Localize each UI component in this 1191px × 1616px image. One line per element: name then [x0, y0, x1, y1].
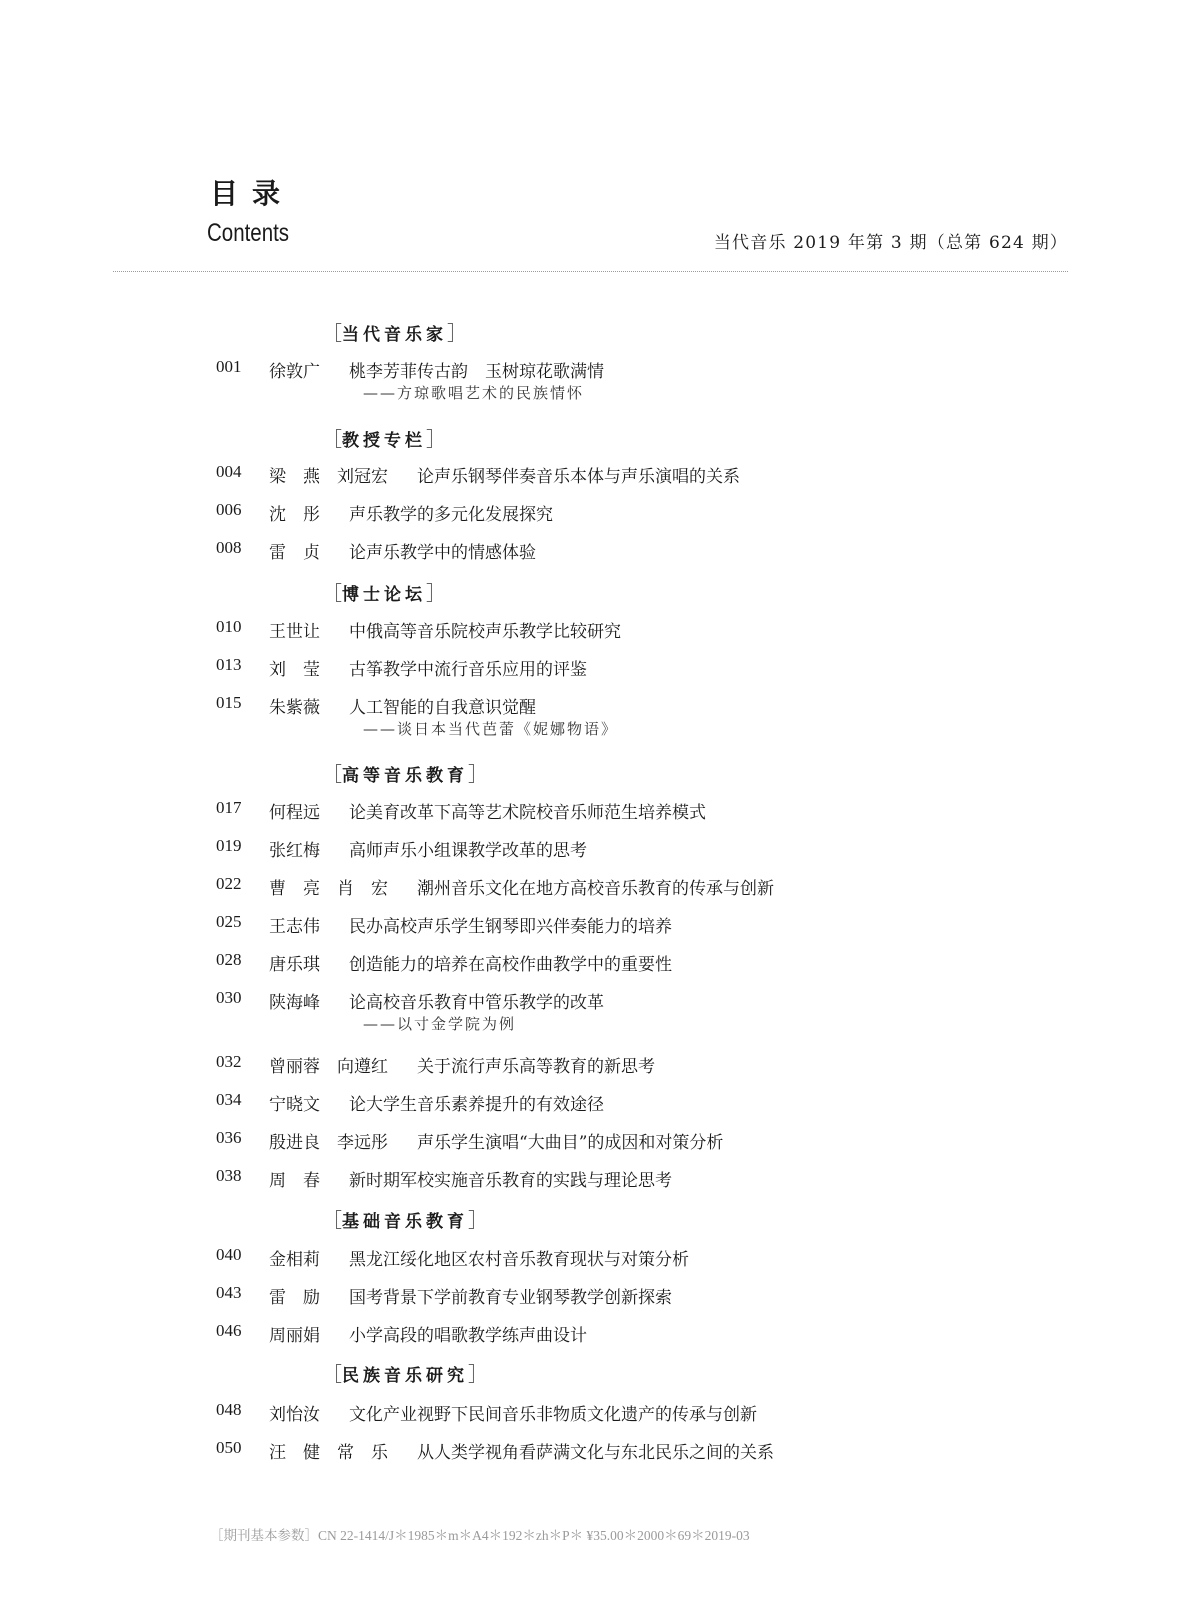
- author-name: 王世让: [269, 622, 320, 642]
- author-name: 肖 宏: [337, 879, 388, 899]
- article-title: 关于流行声乐高等教育的新思考: [417, 1057, 655, 1077]
- author-name: 汪 健: [269, 1443, 320, 1463]
- article-title: 从人类学视角看萨满文化与东北民乐之间的关系: [417, 1443, 774, 1463]
- section-heading: [322, 423, 446, 452]
- bracket-right: ］: [468, 1362, 488, 1386]
- issue-info: 当代音乐 2019 年第 3 期（总第 624 期）: [713, 233, 1068, 253]
- page-number: 019: [216, 836, 242, 855]
- section-name: 当代音乐家: [342, 325, 447, 345]
- author-name: 宁晓文: [269, 1095, 320, 1115]
- page-number: 048: [216, 1400, 242, 1419]
- article-title: 人工智能的自我意识觉醒: [349, 698, 536, 718]
- page-number: 013: [216, 655, 242, 674]
- section-heading: [322, 758, 488, 787]
- article-subtitle: ——方琼歌唱艺术的民族情怀: [363, 384, 585, 402]
- article-title: 桃李芳菲传古韵 玉树琼花歌满情: [349, 362, 604, 382]
- author-name: 金相莉: [269, 1250, 320, 1270]
- page-title: 目录: [210, 177, 295, 210]
- page-number: 010: [216, 617, 242, 636]
- author-name: 梁 燕: [269, 467, 320, 487]
- article-title: 声乐教学的多元化发展探究: [349, 505, 553, 525]
- bracket-right: ］: [468, 762, 488, 786]
- section-heading: [322, 1204, 488, 1233]
- author-name: 曹 亮: [269, 879, 320, 899]
- author-name: 沈 彤: [269, 505, 320, 525]
- section-heading: [322, 577, 446, 606]
- bracket-right: ］: [468, 1208, 488, 1232]
- page-number: 008: [216, 538, 242, 557]
- bracket-right: ］: [426, 427, 446, 451]
- page-number: 043: [216, 1283, 242, 1302]
- article-title: 中俄高等音乐院校声乐教学比较研究: [349, 622, 621, 642]
- bracket-right: ］: [447, 321, 467, 345]
- page-number: 022: [216, 874, 242, 893]
- author-name: 周丽娟: [269, 1326, 320, 1346]
- author-name: 张红梅: [269, 841, 320, 861]
- article-title: 文化产业视野下民间音乐非物质文化遗产的传承与创新: [349, 1405, 757, 1425]
- bracket-left: ［: [322, 1362, 342, 1386]
- author-name: 刘冠宏: [337, 467, 388, 487]
- section-name: 基础音乐教育: [342, 1212, 468, 1232]
- page-number: 032: [216, 1052, 242, 1071]
- section-heading: [322, 317, 467, 346]
- journal-parameters: ［期刊基本参数］CN 22-1414/J＊1985＊m＊A4＊192＊zh＊P＊ ¥35.00＊2000＊69＊2019-03: [210, 1528, 750, 1543]
- article-title: 小学高段的唱歌教学练声曲设计: [349, 1326, 587, 1346]
- page-number: 017: [216, 798, 242, 817]
- bracket-left: ［: [322, 581, 342, 605]
- author-name: 常 乐: [337, 1443, 388, 1463]
- page-number: 006: [216, 500, 242, 519]
- article-title: 新时期军校实施音乐教育的实践与理论思考: [349, 1171, 672, 1191]
- article-title: 论声乐教学中的情感体验: [349, 543, 536, 563]
- section-name: 高等音乐教育: [342, 766, 468, 786]
- article-title: 黑龙江绥化地区农村音乐教育现状与对策分析: [349, 1250, 689, 1270]
- article-title: 论高校音乐教育中管乐教学的改革: [349, 993, 604, 1013]
- article-subtitle: ——以寸金学院为例: [363, 1015, 517, 1033]
- article-title: 潮州音乐文化在地方高校音乐教育的传承与创新: [417, 879, 774, 899]
- page-number: 050: [216, 1438, 242, 1457]
- page-number: 015: [216, 693, 242, 712]
- author-name: 王志伟: [269, 917, 320, 937]
- page-number: 038: [216, 1166, 242, 1185]
- bracket-left: ［: [322, 321, 342, 345]
- author-name: 殷进良: [269, 1133, 320, 1153]
- author-name: 唐乐琪: [269, 955, 320, 975]
- author-name: 周 春: [269, 1171, 320, 1191]
- author-name: 朱紫薇: [269, 698, 320, 718]
- article-title: 论美育改革下高等艺术院校音乐师范生培养模式: [349, 803, 706, 823]
- section-name: 博士论坛: [342, 585, 426, 605]
- bracket-left: ［: [322, 762, 342, 786]
- article-subtitle: ——谈日本当代芭蕾《妮娜物语》: [363, 720, 619, 738]
- page-number: 028: [216, 950, 242, 969]
- author-name: 雷 贞: [269, 543, 320, 563]
- bracket-left: ［: [322, 427, 342, 451]
- section-name: 教授专栏: [342, 431, 426, 451]
- page-number: 034: [216, 1090, 242, 1109]
- page-number: 025: [216, 912, 242, 931]
- article-title: 论大学生音乐素养提升的有效途径: [349, 1095, 604, 1115]
- author-name: 刘 莹: [269, 660, 320, 680]
- page-number: 001: [216, 357, 242, 376]
- author-name: 雷 励: [269, 1288, 320, 1308]
- article-title: 创造能力的培养在高校作曲教学中的重要性: [349, 955, 672, 975]
- author-name: 向遵红: [337, 1057, 388, 1077]
- author-name: 何程远: [269, 803, 320, 823]
- author-name: 陕海峰: [269, 993, 320, 1013]
- bracket-right: ］: [426, 581, 446, 605]
- section-name: 民族音乐研究: [342, 1366, 468, 1386]
- page-title-english: Contents: [207, 219, 290, 247]
- article-title: 民办高校声乐学生钢琴即兴伴奏能力的培养: [349, 917, 672, 937]
- article-title: 国考背景下学前教育专业钢琴教学创新探索: [349, 1288, 672, 1308]
- page-number: 004: [216, 462, 242, 481]
- article-title: 古筝教学中流行音乐应用的评鉴: [349, 660, 587, 680]
- bracket-left: ［: [322, 1208, 342, 1232]
- page-number: 030: [216, 988, 242, 1007]
- author-name: 李远彤: [337, 1133, 388, 1153]
- section-heading: [322, 1358, 488, 1387]
- article-title: 声乐学生演唱“大曲目”的成因和对策分析: [417, 1133, 724, 1153]
- author-name: 徐敦广: [269, 362, 320, 382]
- author-name: 刘怡汝: [269, 1405, 320, 1425]
- author-name: 曾丽蓉: [269, 1057, 320, 1077]
- article-title: 高师声乐小组课教学改革的思考: [349, 841, 587, 861]
- page-number: 040: [216, 1245, 242, 1264]
- page-number: 046: [216, 1321, 242, 1340]
- header-divider: [113, 271, 1068, 272]
- article-title: 论声乐钢琴伴奏音乐本体与声乐演唱的关系: [417, 467, 740, 487]
- page-number: 036: [216, 1128, 242, 1147]
